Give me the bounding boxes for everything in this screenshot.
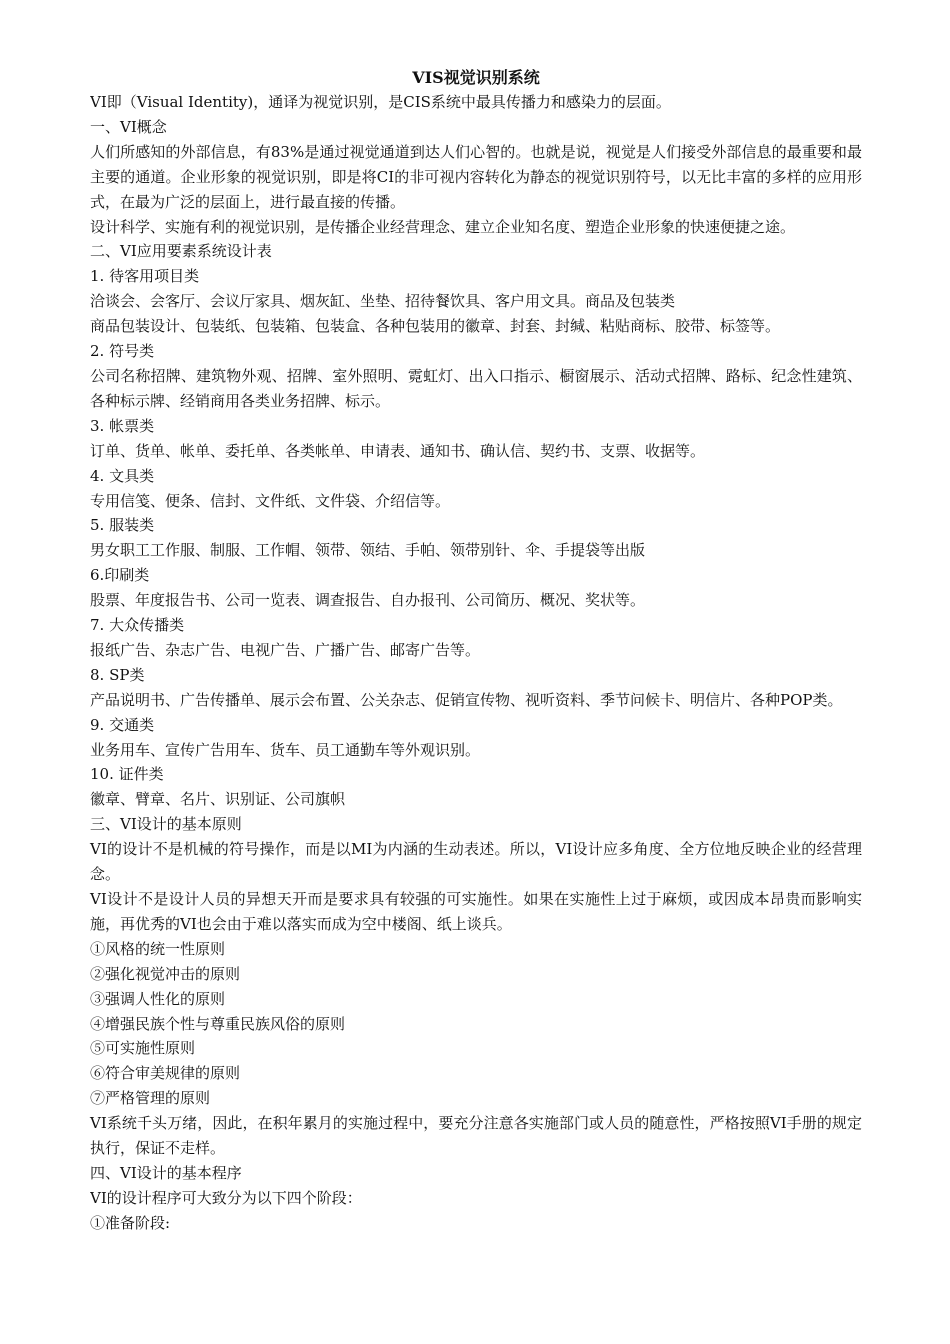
paragraph-design-mi: VI的设计不是机械的符号操作，而是以MI为内涵的生动表述。所以，VI设计应多角度、全方位地反映企业的经营理念。 <box>90 840 862 884</box>
category-title-symbols: 2. 符号类 <box>90 342 155 361</box>
principle-item: ②强化视觉冲击的原则 <box>90 964 241 983</box>
category-text-bills: 订单、货单、帐单、委托单、各类帐单、申请表、通知书、确认信、契约书、支票、收据等。 <box>90 441 706 460</box>
principle-item: ①风格的统一性原则 <box>90 939 226 958</box>
section-heading-design-principles: 三、VI设计的基本原则 <box>90 815 242 834</box>
category-title-clothing: 5. 服装类 <box>90 516 155 535</box>
category-text-symbols: 公司名称招牌、建筑物外观、招牌、室外照明、霓虹灯、出入口指示、橱窗展示、活动式招牌、路标、纪念性建筑、各种标示牌、经销商用各类业务招牌、标示。 <box>90 366 862 410</box>
paragraph-design-feasibility: VI设计不是设计人员的异想天开而是要求具有较强的可实施性。如果在实施性上过于麻烦，或因成本昂贵而影响实施，再优秀的VI也会由于难以落实而成为空中楼阁、纸上谈兵。 <box>90 890 862 933</box>
category-title-transport: 9. 交通类 <box>90 715 155 734</box>
category-title-printing: 6.印刷类 <box>90 566 150 585</box>
principle-item: ⑥符合审美规律的原则 <box>90 1064 241 1083</box>
category-text-packaging: 商品包装设计、包装纸、包装箱、包装盒、各种包装用的徽章、封套、封缄、粘贴商标、胶带、标签等。 <box>90 317 781 336</box>
paragraph-visual-identity-benefit: 设计科学、实施有利的视觉识别，是传播企业经营理念、建立企业知名度、塑造企业形象的快速便捷之途。 <box>90 217 796 236</box>
category-text-transport: 业务用车、宣传广告用车、货车、员工通勤车等外观识别。 <box>90 740 481 759</box>
category-title-bills: 3. 帐票类 <box>90 416 155 435</box>
principle-item: ③强调人性化的原则 <box>90 989 226 1008</box>
document-title: VIS视觉识别系统 <box>412 68 540 87</box>
category-text-stationery: 专用信笺、便条、信封、文件纸、文件袋、介绍信等。 <box>90 491 451 510</box>
category-text-credentials: 徽章、臂章、名片、识别证、公司旗帜 <box>90 790 346 809</box>
principle-item: ⑦严格管理的原则 <box>90 1089 211 1108</box>
category-text-sp: 产品说明书、广告传播单、展示会布置、公关杂志、促销宣传物、视听资料、季节问候卡、明信片、各种POP类。 <box>90 690 843 709</box>
paragraph-vi-manual: VI系统千头万绪，因此，在积年累月的实施过程中，要充分注意各实施部门或人员的随意性，严格按照VI手册的规定执行，保证不走样。 <box>90 1114 862 1158</box>
category-text-printing: 股票、年度报告书、公司一览表、调查报告、自办报刊、公司简历、概况、奖状等。 <box>90 591 646 610</box>
paragraph-procedure-stages: VI的设计程序可大致分为以下四个阶段： <box>90 1188 362 1207</box>
section-heading-design-procedure: 四、VI设计的基本程序 <box>90 1163 242 1182</box>
category-text-reception: 洽谈会、会客厅、会议厅家具、烟灰缸、坐垫、招待餐饮具、客户用文具。商品及包装类 <box>90 292 676 311</box>
category-title-reception: 1. 待客用项目类 <box>90 267 200 286</box>
paragraph-visual-perception: 人们所感知的外部信息，有83%是通过视觉通道到达人们心智的。也就是说，视觉是人们接受外部信息的最重要和最主要的通道。企业形象的视觉识别，即是将CI的非可视内容转化为静态的视觉识别符号，以无比丰富的多样的应用形式，在最为广泛的层面上，进行最直接的传播。 <box>90 142 862 211</box>
stage-item-preparation: ①准备阶段: <box>90 1213 171 1232</box>
category-title-sp: 8. SP类 <box>90 665 145 684</box>
intro-paragraph: VI即（Visual Identity)，通译为视觉识别，是CIS系统中最具传播力和感染力的层面。 <box>90 93 671 111</box>
section-heading-vi-concept: 一、VI概念 <box>90 117 167 136</box>
principle-item: ④增强民族个性与尊重民族风俗的原则 <box>90 1014 346 1033</box>
principle-item: ⑤可实施性原则 <box>90 1039 196 1058</box>
document-page <box>90 66 862 1236</box>
category-text-mass-media: 报纸广告、杂志广告、电视广告、广播广告、邮寄广告等。 <box>90 640 481 659</box>
category-text-clothing: 男女职工工作服、制服、工作帽、领带、领结、手帕、领带别针、伞、手提袋等出版 <box>90 541 646 560</box>
category-title-credentials: 10. 证件类 <box>90 765 164 784</box>
section-heading-application-elements: 二、VI应用要素系统设计表 <box>90 242 272 261</box>
category-title-mass-media: 7. 大众传播类 <box>90 616 185 635</box>
category-title-stationery: 4. 文具类 <box>90 466 155 485</box>
